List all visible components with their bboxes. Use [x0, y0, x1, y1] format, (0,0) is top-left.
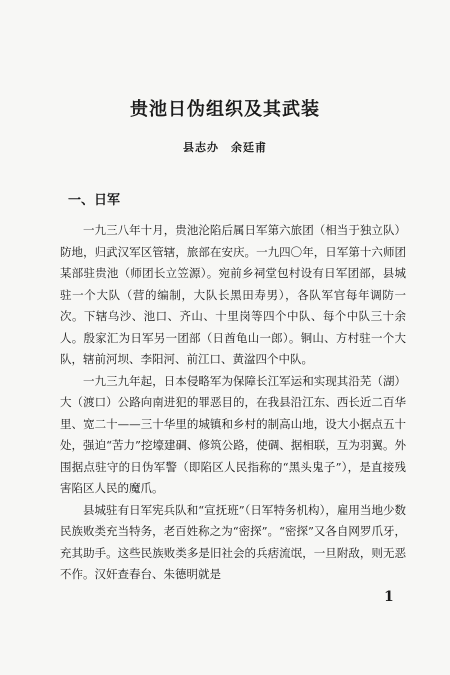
page-number: 1	[384, 589, 394, 605]
document-title: 贵池日伪组织及其武装	[130, 99, 320, 120]
author-line: 县志办 余廷甫	[183, 141, 267, 154]
body-text	[60, 220, 406, 586]
paragraph: 一九三九年起，日本侵略军为保障长江军运和实现其沿芜（湖）大（渡口）公路向南进犯的罪恶目的，在我县沿江东、西长近二百华里、宽二十——三十华里的城镇和乡村的制高山地，设大小据点五十处，强迫“苦力”挖壕建碉、修筑公路，使碉、据相联，互为羽翼。外围据点驻守的日伪军警（即陷区人民指称的“黑头鬼子”），是直接残害陷区人民的魔爪。	[60, 373, 406, 495]
section-heading: 一、日军	[68, 193, 121, 208]
paragraph: 一九三八年十月，贵池沦陷后属日军第六旅团（相当于独立队）防地，归武汉军区管辖，旅部在安庆。一九四〇年，日军第十六师团某部驻贵池（师团长立笠源）。宛前乡祠堂包村设有日军团部，县城驻一个大队（营的编制，大队长黑田寿男），各队军官每年调防一次。下辖乌沙、池口、齐山、十里岗等四个中队、每个中队三十余人。殷家汇为日军另一团部（日酋龟山一郎）。铜山、方村驻一个大队，辖前河坝、李阳河、前江口、黄湓四个中队。	[60, 223, 406, 366]
paragraph: 县城驻有日军宪兵队和“宣抚班”（日军特务机构），雇用当地少数民族败类充当特务，老百姓称之为“密探”。“密探”又各自网罗爪牙，充其助手。这些民族败类多是旧社会的兵痞流氓，一旦附敌，则无恶不作。汉奸查春台、朱德明就是	[60, 502, 406, 581]
